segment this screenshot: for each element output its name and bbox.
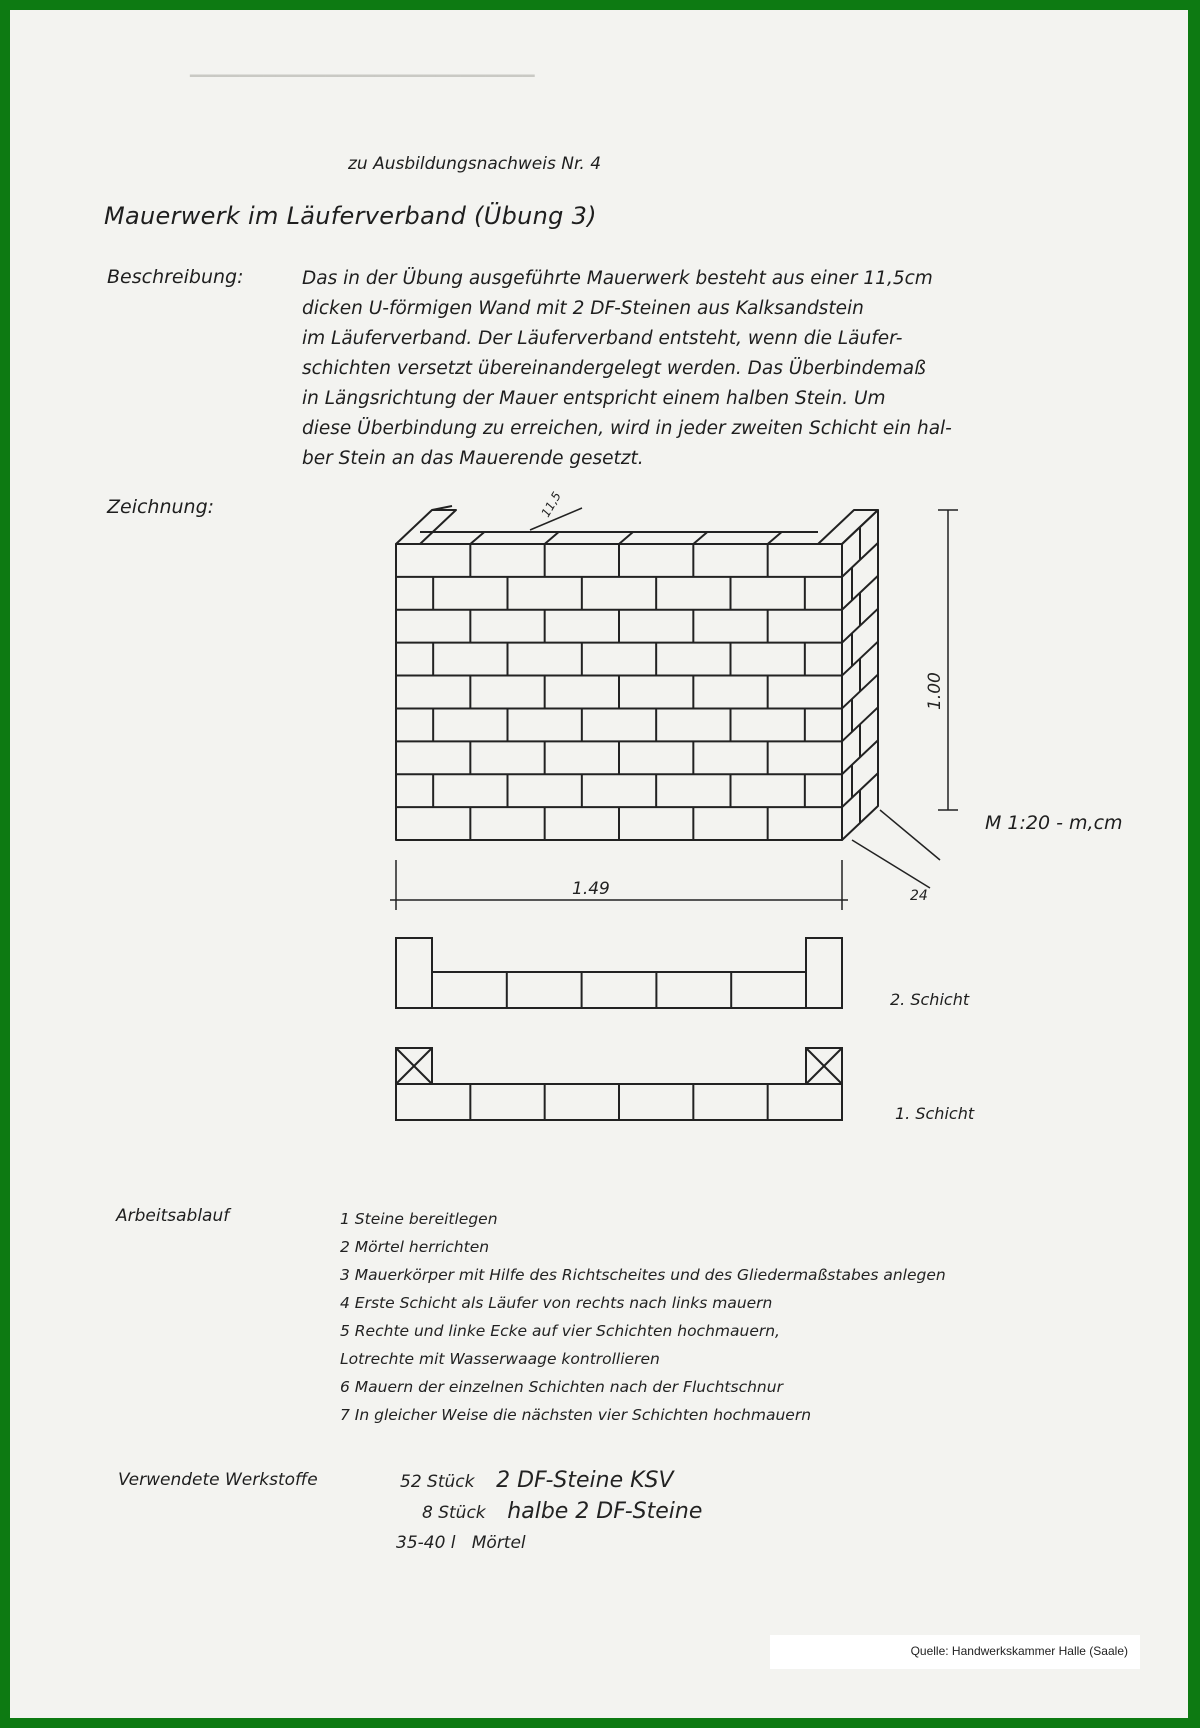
description-line: in Längsrichtung der Mauer entspricht einem halben Stein. Um xyxy=(302,388,886,409)
procedure-step: 7 In gleicher Weise die nächsten vier Schichten hochmauern xyxy=(340,1406,812,1424)
description-line: im Läuferverband. Der Läuferverband entsteht, wenn die Läufer- xyxy=(302,328,903,349)
top-brick-joint xyxy=(470,532,484,544)
thickness-dimension-line xyxy=(530,508,582,530)
procedure-step: Lotrechte mit Wasserwaage kontrollieren xyxy=(340,1350,660,1368)
depth-extension-line xyxy=(880,810,940,860)
materials-label: Verwendete Werkstoffe xyxy=(118,1470,318,1490)
material-item xyxy=(400,1497,702,1528)
source-box xyxy=(770,1635,1140,1669)
height-dimension-label: 1.00 xyxy=(925,672,945,710)
drawing-label: Zeichnung: xyxy=(107,496,215,518)
description-line: schichten versetzt übereinandergelegt werden. Das Überbindemaß xyxy=(302,358,926,379)
top-brick-joint xyxy=(545,532,559,544)
top-brick-joint xyxy=(768,532,782,544)
layer2-wall-run xyxy=(432,972,806,1008)
reference-note: zu Ausbildungsnachweis Nr. 4 xyxy=(348,154,602,174)
worksheet-page xyxy=(10,10,1188,1718)
layer-2-label: 2. Schicht xyxy=(890,990,970,1009)
description-line: ber Stein an das Mauerende gesetzt. xyxy=(302,448,644,469)
procedure-step: 1 Steine bereitlegen xyxy=(340,1210,498,1228)
material-item xyxy=(400,1466,702,1497)
procedure-step: 3 Mauerkörper mit Hilfe des Richtscheites und des Gliedermaßstabes anlegen xyxy=(340,1266,946,1284)
layer2-left-end-brick xyxy=(396,938,432,1008)
thickness-dimension-label: 11,5 xyxy=(538,489,564,520)
material-item xyxy=(396,1528,702,1558)
depth-dimension-label: 24 xyxy=(910,888,928,904)
material-qty: 35-40 l xyxy=(396,1533,456,1553)
material-name: Mörtel xyxy=(471,1533,526,1553)
source-credit: Quelle: Handwerkskammer Halle (Saale) xyxy=(910,1644,1128,1658)
material-qty: 8 Stück xyxy=(422,1503,486,1523)
bleed-through-text: ▁▁▁▁▁▁▁▁▁▁▁▁▁▁▁▁▁▁▁▁▁▁▁▁▁▁▁▁ xyxy=(190,58,535,77)
procedure-steps xyxy=(340,1205,946,1429)
description-line: Das in der Übung ausgeführte Mauerwerk besteht aus einer 11,5cm xyxy=(302,268,933,289)
procedure-step: 6 Mauern der einzelnen Schichten nach der Fluchtschnur xyxy=(340,1378,783,1396)
top-brick-joint xyxy=(693,532,707,544)
material-name: 2 DF-Steine KSV xyxy=(496,1468,674,1493)
wall-drawing xyxy=(10,10,1188,1718)
material-qty: 52 Stück xyxy=(400,1472,475,1492)
depth-dimension-line xyxy=(852,840,930,888)
description-line: dicken U-förmigen Wand mit 2 DF-Steinen aus Kalksandstein xyxy=(302,298,864,319)
procedure-step: 5 Rechte und linke Ecke auf vier Schichten hochmauern, xyxy=(340,1322,780,1340)
length-dimension-label: 1.49 xyxy=(572,879,610,899)
procedure-step: 2 Mörtel herrichten xyxy=(340,1238,490,1256)
procedure-label: Arbeitsablauf xyxy=(116,1206,230,1226)
left-return-top xyxy=(396,510,456,544)
page-title: Mauerwerk im Läuferverband (Übung 3) xyxy=(104,202,597,230)
scale-label: M 1:20 - m,cm xyxy=(985,812,1123,834)
materials-list xyxy=(396,1466,703,1558)
material-name: halbe 2 DF-Steine xyxy=(507,1499,703,1524)
description-line: diese Überbindung zu erreichen, wird in jeder zweiten Schicht ein hal- xyxy=(302,418,952,439)
layer2-right-end-brick xyxy=(806,938,842,1008)
description-label: Beschreibung: xyxy=(107,266,244,288)
layer-1-label: 1. Schicht xyxy=(895,1104,975,1123)
top-brick-joint xyxy=(619,532,633,544)
procedure-step: 4 Erste Schicht als Läufer von rechts nach links mauern xyxy=(340,1294,773,1312)
